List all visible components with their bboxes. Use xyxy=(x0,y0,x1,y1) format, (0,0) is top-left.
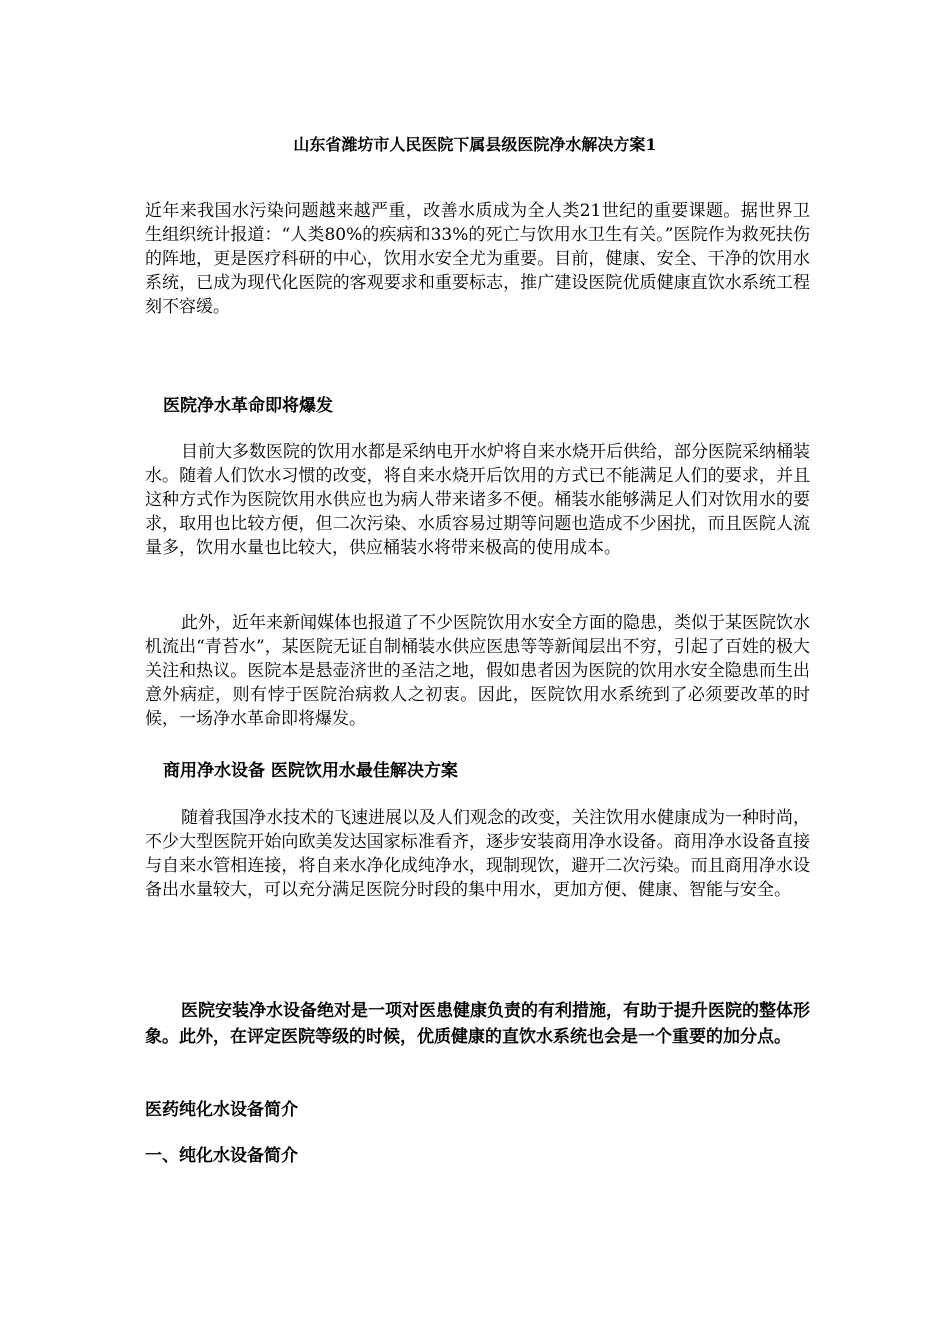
section1-paragraph-1: 目前大多数医院的饮用水都是采纳电开水炉将自来水烧开后供给，部分医院采纳桶装水。随着人们饮水习惯的改变，将自来水烧开后饮用的方式已不能满足人们的要求，并且这种方式作为医院饮用水供应也为病人带来诸多不便。桶装水能够满足人们对饮用水的要求，取用也比较方便，但二次污染、水质容易过期等问题也造成不少困扰，而且医院人流量多，饮用水量也比较大，供应桶装水将带来极高的使用成本。 xyxy=(145,442,810,558)
section-heading-equipment-intro: 医药纯化水设备简介 xyxy=(145,1100,298,1120)
section1-paragraph-2: 此外，近年来新闻媒体也报道了不少医院饮用水安全方面的隐患，类似于某医院饮水机流出“青苔水”，某医院无证自制桶装水供应医患等等新闻层出不穷，引起了百姓的极大关注和热议。医院本是悬壶济世的圣洁之地，假如患者因为医院的饮用水安全隐患而生出意外病症，则有悖于医院治病救人之初衷。因此，医院饮用水系统到了必须要改革的时候，一场净水革命即将爆发。 xyxy=(145,613,810,729)
section-heading-purified-water: 一、纯化水设备简介 xyxy=(145,1146,298,1166)
section-heading-revolution: 医院净水革命即将爆发 xyxy=(163,396,333,416)
section-heading-solution: 商用净水设备 医院饮用水最佳解决方案 xyxy=(163,761,458,781)
closing-paragraph: 医院安装净水设备绝对是一项对医患健康负责的有利措施，有助于提升医院的整体形象。此外，在评定医院等级的时候，优质健康的直饮水系统也会是一个重要的加分点。 xyxy=(145,1001,810,1047)
intro-paragraph: 近年来我国水污染问题越来越严重，改善水质成为全人类21世纪的重要课题。据世界卫生组织统计报道：“人类80%的疾病和33%的死亡与饮用水卫生有关。”医院作为救死扶伤的阵地，更是医疗科研的中心，饮用水安全尤为重要。目前，健康、安全、干净的饮用水系统，已成为现代化医院的客观要求和重要标志，推广建设医院优质健康直饮水系统工程刻不容缓。 xyxy=(145,201,810,317)
section2-paragraph-1: 随着我国净水技术的飞速进展以及人们观念的改变，关注饮用水健康成为一种时尚，不少大型医院开始向欧美发达国家标准看齐，逐步安装商用净水设备。商用净水设备直接与自来水管相连接，将自来水净化成纯净水，现制现饮，避开二次污染。而且商用净水设备出水量较大，可以充分满足医院分时段的集中用水，更加方便、健康、智能与安全。 xyxy=(145,808,810,900)
document-title: 山东省潍坊市人民医院下属县级医院净水解决方案1 xyxy=(293,135,657,154)
